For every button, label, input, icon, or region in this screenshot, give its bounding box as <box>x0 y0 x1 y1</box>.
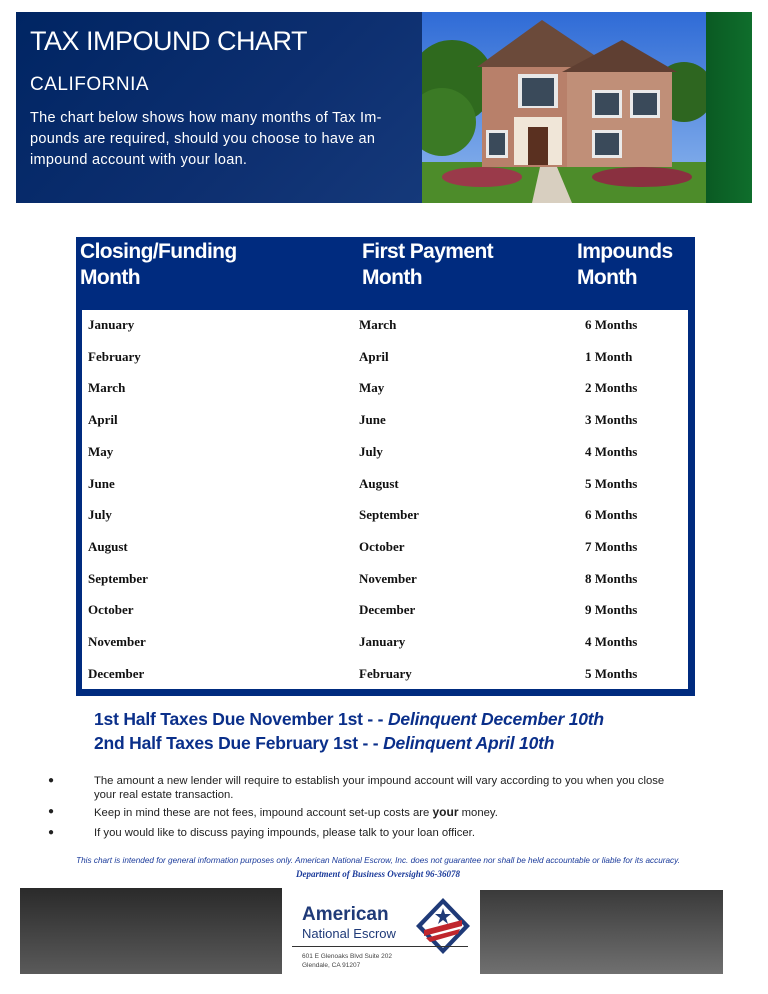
cell-payment: April <box>359 348 389 364</box>
intro-line: impound account with your loan. <box>30 152 248 168</box>
table-row <box>82 469 688 501</box>
cell-impounds: 2 Months <box>585 380 638 396</box>
table-row <box>82 437 688 469</box>
cell-closing: May <box>88 443 114 459</box>
bullet-line: your real estate transaction. <box>94 789 234 801</box>
green-accent-bar <box>706 12 752 203</box>
due-text: 1st Half Taxes Due November 1st - - <box>94 709 388 729</box>
second-half-due <box>94 733 554 754</box>
cell-closing: September <box>88 570 148 586</box>
table-row <box>82 659 688 691</box>
cell-closing: July <box>88 507 112 523</box>
due-text: 2nd Half Taxes Due February 1st - - <box>94 733 384 753</box>
footer-gray-block-right <box>480 890 723 974</box>
cell-payment: January <box>359 634 406 649</box>
table-row <box>82 405 688 437</box>
logo-divider <box>292 946 468 947</box>
bullet-item <box>94 805 704 820</box>
table-row <box>82 500 688 532</box>
cell-impounds: 8 Months <box>585 570 638 586</box>
cell-payment: February <box>359 665 412 681</box>
cell-payment: August <box>359 475 399 491</box>
state-subtitle: CALIFORNIA <box>30 74 150 95</box>
cell-impounds: 4 Months <box>585 443 638 459</box>
cell-payment: December <box>359 602 416 618</box>
table-row <box>82 373 688 405</box>
cell-closing: January <box>88 317 135 332</box>
bullet-text: money. <box>458 807 498 819</box>
bullet-dot-icon: ● <box>48 806 55 817</box>
table-row <box>82 310 688 342</box>
header-line: Month <box>577 266 637 289</box>
header-line: Month <box>362 266 422 289</box>
cell-closing: April <box>88 412 118 428</box>
column-header-payment <box>362 239 493 291</box>
cell-closing: August <box>88 538 128 554</box>
emphasis-text: your <box>432 805 459 819</box>
column-header-closing <box>80 239 237 291</box>
first-half-due <box>94 709 604 730</box>
flag-emblem-icon <box>414 896 472 956</box>
company-logo <box>286 892 478 974</box>
address-line: 601 E Glenoaks Blvd Suite 202 <box>302 953 392 960</box>
delinquent-text: Delinquent April 10th <box>383 733 555 753</box>
page-title: TAX IMPOUND CHART <box>30 26 308 56</box>
cell-impounds: 1 Month <box>585 348 633 364</box>
cell-payment: May <box>359 380 385 396</box>
cell-impounds: 4 Months <box>585 634 638 649</box>
delinquent-text: Delinquent December 10th <box>387 709 604 729</box>
intro-line: The chart below shows how many months of Tax Im- <box>30 110 382 126</box>
impound-table <box>76 237 695 696</box>
cell-payment: September <box>359 507 419 523</box>
cell-impounds: 5 Months <box>585 665 638 681</box>
bullet-line: The amount a new lender will require to establish your impound account will vary according to you when you close <box>94 775 665 787</box>
logo-subname: National Escrow <box>302 926 396 941</box>
cell-impounds: 6 Months <box>585 317 638 332</box>
table-row <box>82 627 688 659</box>
table-row <box>82 342 688 374</box>
cell-impounds: 3 Months <box>585 412 638 428</box>
bullet-dot-icon: ● <box>48 827 55 838</box>
cell-payment: October <box>359 538 405 554</box>
house-photo <box>422 12 706 203</box>
cell-impounds: 6 Months <box>585 507 638 523</box>
disclaimer: This chart is intended for general information purposes only. American National Escrow, Inc. does not guarantee nor shall be held accountable or liable for its accuracy. <box>76 856 680 865</box>
bullet-item <box>94 774 704 802</box>
cell-payment: November <box>359 570 417 586</box>
cell-closing: October <box>88 602 134 618</box>
header-line: Impounds <box>577 240 673 263</box>
bullet-text: Keep in mind these are not fees, impound account set-up costs are <box>94 807 433 819</box>
cell-closing: February <box>88 348 141 364</box>
table-body <box>82 310 688 689</box>
footer-gray-block-left <box>20 888 282 974</box>
cell-impounds: 7 Months <box>585 538 638 554</box>
bullet-dot-icon: ● <box>48 775 55 786</box>
logo-name: American <box>302 904 389 925</box>
cell-closing: December <box>88 665 145 681</box>
table-row <box>82 532 688 564</box>
bullet-text: If you would like to discuss paying impounds, please talk to your loan officer. <box>94 827 475 839</box>
cell-payment: July <box>359 443 383 459</box>
company-address <box>302 952 392 970</box>
column-header-impounds <box>577 239 673 291</box>
header-line: Month <box>80 266 140 289</box>
header-line: Closing/Funding <box>80 240 237 263</box>
header-banner <box>16 12 422 203</box>
cell-impounds: 5 Months <box>585 475 638 491</box>
house-illustration <box>422 12 706 203</box>
cell-closing: March <box>88 380 126 396</box>
bullet-item <box>94 826 704 840</box>
header-line: First Payment <box>362 240 494 263</box>
cell-payment: June <box>359 412 386 428</box>
license-number: Department of Business Oversight 96-36078 <box>295 869 460 879</box>
cell-impounds: 9 Months <box>585 602 638 618</box>
intro-text <box>30 108 408 171</box>
table-row <box>82 595 688 627</box>
table-row <box>82 564 688 596</box>
intro-line: pounds are required, should you choose to have an <box>30 131 376 147</box>
cell-closing: November <box>88 634 146 649</box>
cell-closing: June <box>88 475 115 491</box>
cell-payment: March <box>359 317 397 332</box>
address-line: Glendale, CA 91207 <box>302 962 361 969</box>
